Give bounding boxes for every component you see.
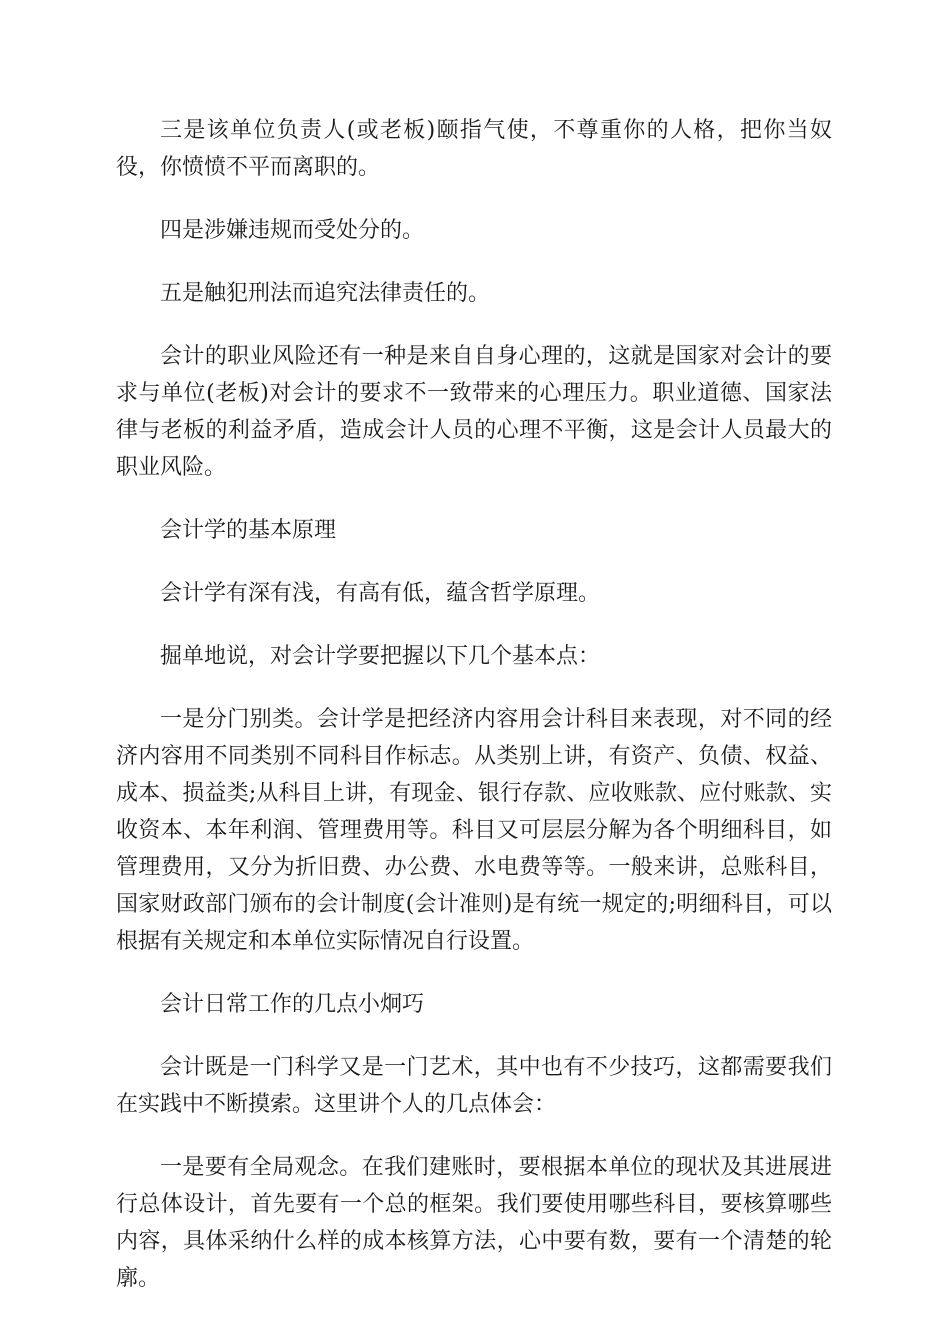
- paragraph-4: 会计的职业风险还有一种是来自自身心理的，这就是国家对会计的要求与单位(老板)对会计的要求不一致带来的心理压力。职业道德、国家法律与老板的利益矛盾，造成会计人员的心理不平衡，这是会计人员最大的职业风险。: [116, 344, 832, 480]
- document-body: [116, 112, 832, 1323]
- paragraph-7: 一是分门别类。会计学是把经济内容用会计科目来表现，对不同的经济内容用不同类别不同科目作标志。从类别上讲，有资产、负债、权益、成本、损益类;从科目上讲，有现金、银行存款、应收账款、应付账款、实收资本、本年利润、管理费用等。科目又可层层分解为各个明细科目，如管理费用，又分为折旧费、办公费、水电费等等。一般来讲，总账科目，国家财政部门颁布的会计制度(会计准则)是有统一规定的;明细科目，可以根据有关规定和本单位实际情况自行设置。: [116, 707, 832, 954]
- paragraph-9: 一是要有全局观念。在我们建账时，要根据本单位的现状及其进展进行总体设计，首先要有一个总的框架。我们要使用哪些科目，要核算哪些内容，具体采纳什么样的成本核算方法，心中要有数，要有一个清楚的轮廓。: [116, 1155, 832, 1291]
- section-heading-tips: 会计日常工作的几点小炯巧: [160, 992, 425, 1017]
- paragraph-1: 三是该单位负责人(或老板)颐指气使，不尊重你的人格，把你当奴役，你愤愤不平而离职的。: [116, 118, 832, 180]
- paragraph-5: 会计学有深有浅，有高有低，蕴含哲学原理。: [160, 581, 601, 606]
- paragraph-2: 四是涉嫌违规而受处分的。: [160, 218, 425, 243]
- section-heading-principles: 会计学的基本原理: [160, 518, 337, 543]
- paragraph-3: 五是触犯刑法而追究法律责任的。: [160, 281, 491, 306]
- paragraph-8: 会计既是一门科学又是一门艺术，其中也有不少技巧，这都需要我们在实践中不断摸索。这里讲个人的几点体会：: [116, 1055, 832, 1117]
- paragraph-6: 掘单地说，对会计学要把握以下几个基本点：: [160, 644, 601, 669]
